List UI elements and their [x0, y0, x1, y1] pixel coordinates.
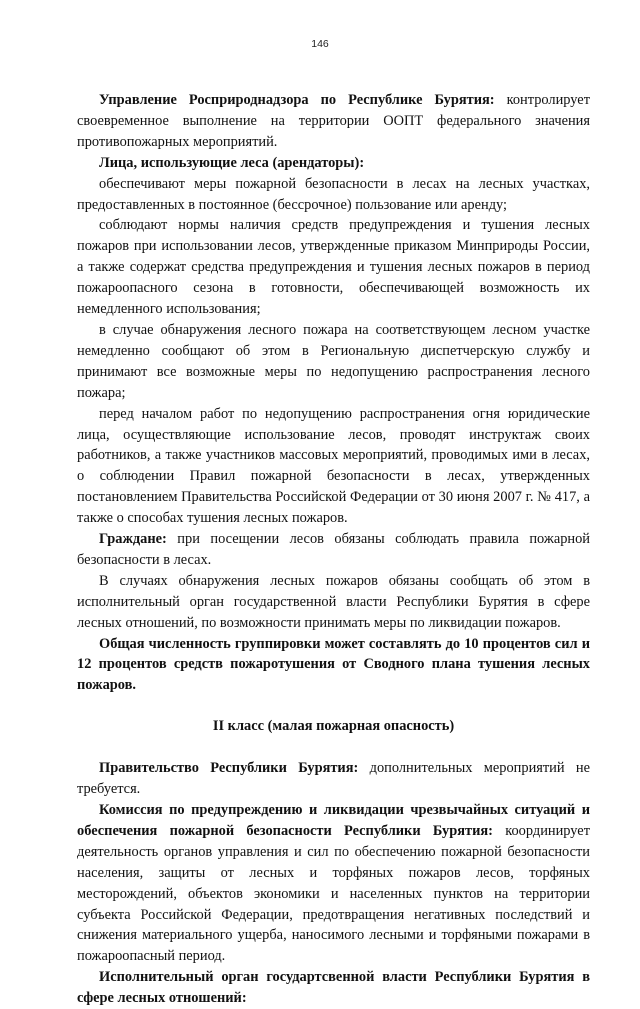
- paragraph-executive-body: [77, 967, 590, 1009]
- paragraph-lead: Лица, использующие леса (арендаторы):: [99, 154, 365, 171]
- paragraph-text: обеспечивают меры пожарной безопасности в лесах на лесных участках, предоставленных в постоянное (бессрочное) пользование или аренду;: [77, 175, 590, 213]
- paragraph-text: при посещении лесов обязаны соблюдать правила пожарной безопасности в лесах.: [77, 531, 590, 568]
- paragraph-text: в случае обнаружения лесного пожара на соответствующем лесном участке немедленно сообщают об этом в Региональную диспетчерскую службу и принимают все возможные меры по недопущению распространения лесного пожара;: [77, 321, 590, 401]
- page-number: 146: [311, 38, 329, 50]
- paragraph-text: координирует деятельность органов управления и сил по обеспечению пожарной безопасности населения, защиты от лесных и торфяных пожаров лесов, торфяных месторождений, объектов экономики и населенных пунктов на территории субъекта Российской Федерации, предотвращения негативных последствий и снижения материального ущерба, наносимого лесными и торфяными пожарами в пожароопасный период.: [77, 822, 590, 965]
- paragraph-lead: Общая численность группировки может составлять до 10 процентов сил и 12 процентов средств пожаротушения от Сводного плана тушения лесных пожаров.: [77, 635, 590, 694]
- paragraph-citizens: [77, 529, 590, 571]
- paragraph-lead: Правительство Республики Бурятия:: [99, 760, 359, 777]
- paragraph-text: контролирует своевременное выполнение на территории ООПТ федерального значения противопожарных мероприятий.: [77, 92, 590, 150]
- paragraph-forest-users-4: [77, 404, 590, 529]
- paragraph-text: перед началом работ по недопущению распространения огня юридические лица, осуществляющие использование лесов, проводят инструктаж своих работников, а также участников массовых мероприятий, проводимых ими в лесах, о соблюдении Правил пожарной безопасности в лесах, утвержденных постановлением Правительства Российской Федерации от 30 июня 2007 г. № 417, а также о способах тушения лесных пожаров.: [77, 405, 590, 527]
- paragraph-forest-users-1: [77, 174, 590, 216]
- paragraph-lead: Граждане:: [99, 531, 167, 548]
- paragraph-group-size: [77, 634, 590, 697]
- paragraph-commission: [77, 800, 590, 967]
- paragraph-forest-users-3: [77, 320, 590, 404]
- document-body: [77, 90, 590, 1009]
- paragraph-forest-users-heading: [77, 153, 590, 174]
- paragraph-citizens-report: [77, 571, 590, 634]
- paragraph-lead: Исполнительный орган государтсвенной власти Республики Бурятия в сфере лесных отношений:: [77, 969, 590, 1007]
- paragraph-text: соблюдают нормы наличия средств предупреждения и тушения лесных пожаров при использовании лесов, утвержденные приказом Минприроды России, а также содержат средства предупреждения и тушения лесных пожаров в период пожароопасного сезона в готовности, обеспечивающей возможность их немедленного использования;: [77, 217, 590, 318]
- paragraph-government: [77, 758, 590, 800]
- paragraph-lead: Комиссия по предупреждению и ликвидации чрезвычайных ситуаций и обеспечения пожарной безопасности Республики Бурятия:: [77, 802, 590, 839]
- paragraph-lead: Управление Росприроднадзора по Республике Бурятия:: [99, 92, 495, 108]
- paragraph-text: В случаях обнаружения лесных пожаров обязаны сообщать об этом в исполнительный орган государственной власти Республики Бурятия в сфере лесных отношений, по возможности принимать меры по ликвидации пожаров.: [77, 572, 590, 631]
- section-heading: II класс (малая пожарная опасность): [212, 718, 455, 735]
- paragraph-rosprirodnadzor: [77, 90, 590, 153]
- paragraph-text: дополнительных мероприятий не требуется.: [77, 760, 591, 798]
- paragraph-forest-users-2: [77, 215, 590, 320]
